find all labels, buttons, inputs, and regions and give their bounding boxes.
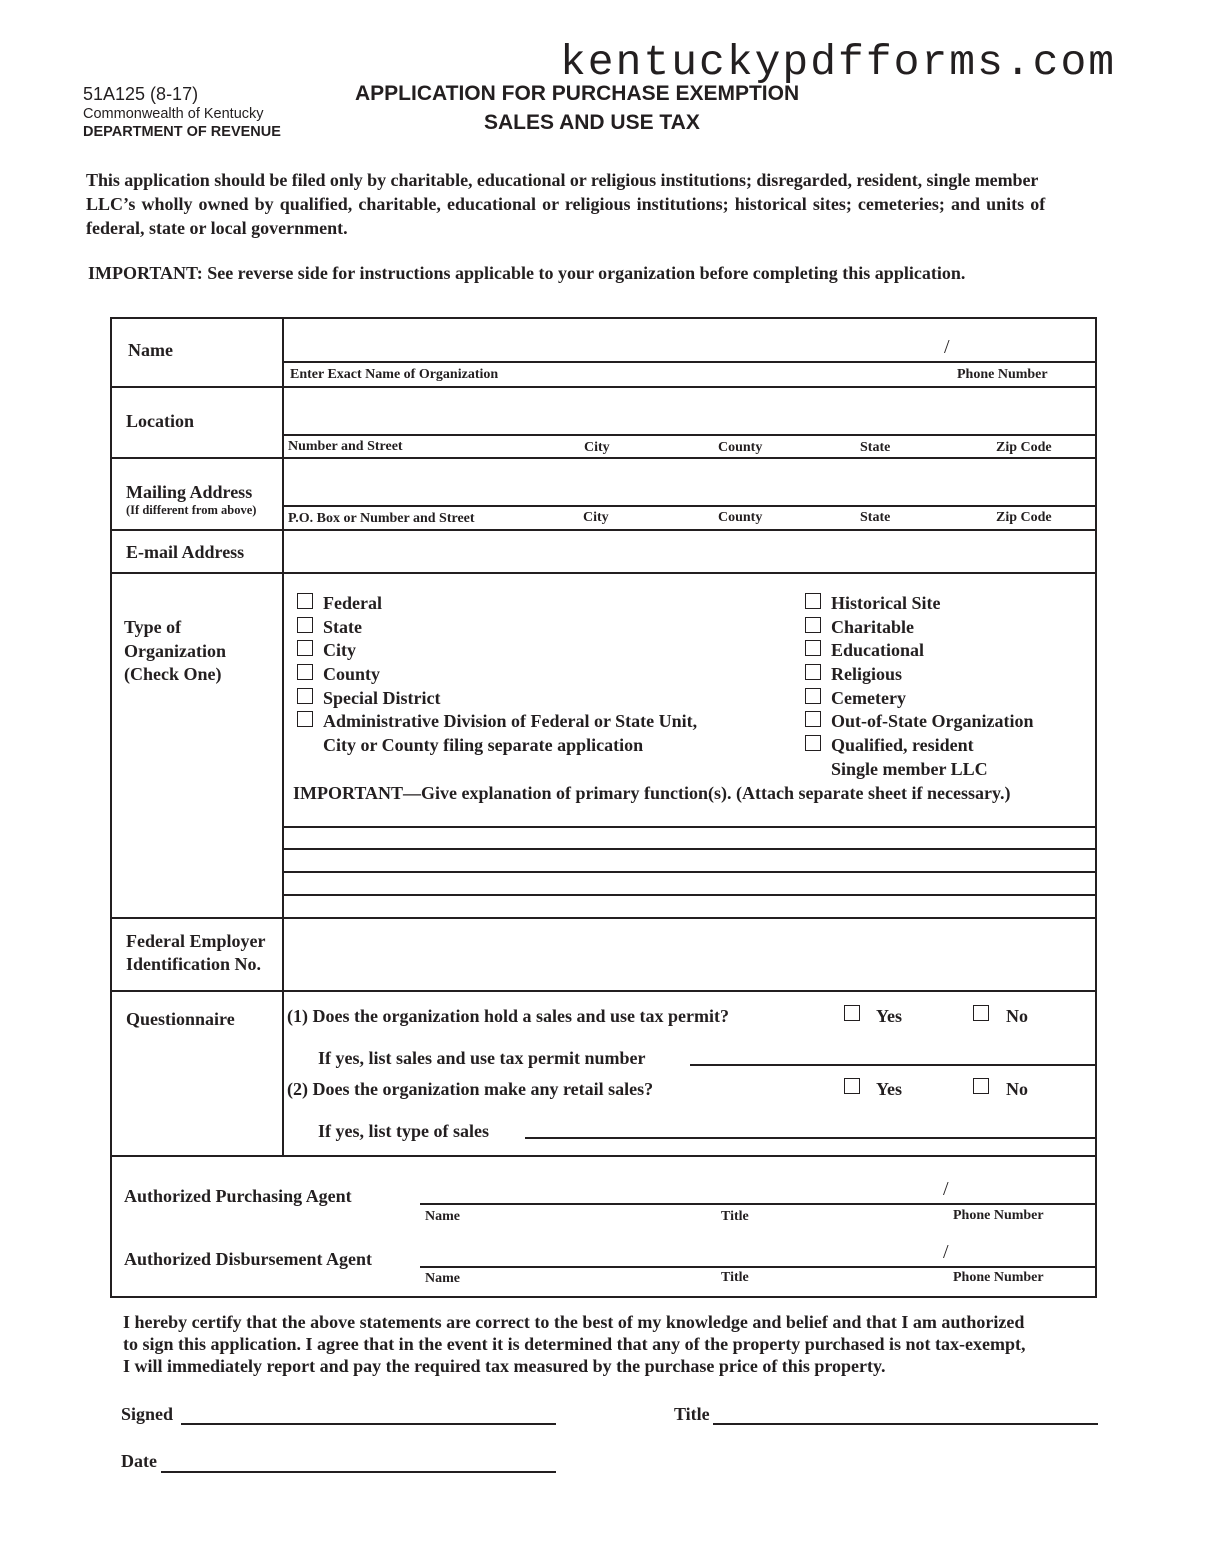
mailing-address-label: Mailing Address <box>126 482 253 502</box>
disbursement-agent-phone-caption: Phone Number <box>953 1270 1044 1285</box>
mailing-address-field[interactable] <box>286 461 1092 503</box>
department-label: DEPARTMENT OF REVENUE <box>83 124 281 140</box>
form-number: 51A125 (8-17) <box>83 84 199 104</box>
date-field[interactable] <box>161 1447 556 1469</box>
q2-yes-checkbox[interactable] <box>844 1078 860 1094</box>
certification-line-3: I will immediately report and pay the required tax measured by the purchase price of this property. <box>123 1356 886 1376</box>
purchasing-agent-phone-caption: Phone Number <box>953 1208 1044 1223</box>
signer-title-field[interactable] <box>713 1400 1098 1422</box>
intro-line-2: LLC’s wholly owned by qualified, charitable, educational or religious institutions; historical sites; cemeteries; and units of <box>86 194 1046 214</box>
historical-site-checkbox[interactable] <box>805 593 821 609</box>
federal-option-label: Federal <box>323 593 382 613</box>
organization-name-caption: Enter Exact Name of Organization <box>290 367 499 382</box>
tax-permit-number-field[interactable] <box>690 1044 1094 1064</box>
location-state-caption: State <box>860 440 891 455</box>
mailing-street-caption: P.O. Box or Number and Street <box>288 511 475 526</box>
certification-line-2: to sign this application. I agree that in the event it is determined that any of the property purchased is not tax-exempt, <box>123 1334 1026 1354</box>
qualified-llc-continuation: Single member LLC <box>831 759 988 779</box>
mailing-city-caption: City <box>583 510 609 525</box>
type-of-sales-field[interactable] <box>525 1117 1094 1137</box>
commonwealth-label: Commonwealth of Kentucky <box>83 106 264 122</box>
name-label: Name <box>128 340 173 360</box>
county-checkbox[interactable] <box>297 664 313 680</box>
state-checkbox[interactable] <box>297 617 313 633</box>
fein-field[interactable] <box>286 921 1092 987</box>
location-city-caption: City <box>584 440 610 455</box>
religious-option-label: Religious <box>831 664 903 684</box>
educational-checkbox[interactable] <box>805 640 821 656</box>
disbursement-agent-title-caption: Title <box>721 1270 749 1285</box>
important-note: IMPORTANT: See reverse side for instructions applicable to your organization before completing this application. <box>88 263 966 283</box>
explanation-line-1[interactable] <box>286 829 1092 847</box>
q1-no-label: No <box>1006 1006 1028 1026</box>
mailing-zip-caption: Zip Code <box>996 510 1052 525</box>
explanation-line-4[interactable] <box>286 897 1092 915</box>
out-of-state-option-label: Out-of-State Organization <box>831 711 1034 731</box>
charitable-option-label: Charitable <box>831 617 914 637</box>
form-title-line2: SALES AND USE TAX <box>484 111 700 134</box>
qualified-llc-option-label: Qualified, resident <box>831 735 974 755</box>
question-1-followup: If yes, list sales and use tax permit number <box>318 1048 646 1068</box>
q1-yes-checkbox[interactable] <box>844 1005 860 1021</box>
question-2-followup: If yes, list type of sales <box>318 1121 489 1141</box>
historical-site-option-label: Historical Site <box>831 593 941 613</box>
q2-yes-label: Yes <box>876 1079 902 1099</box>
location-street-caption: Number and Street <box>288 439 403 454</box>
administrative-division-continuation: City or County filing separate application <box>323 735 644 755</box>
state-option-label: State <box>323 617 362 637</box>
organization-name-field[interactable] <box>286 320 936 360</box>
location-county-caption: County <box>718 440 763 455</box>
phone-slash: / <box>944 336 950 358</box>
out-of-state-checkbox[interactable] <box>805 711 821 727</box>
org-type-label-line1: Type of <box>124 617 182 637</box>
special-district-option-label: Special District <box>323 688 441 708</box>
purchasing-agent-title-caption: Title <box>721 1209 749 1224</box>
intro-line-1: This application should be filed only by charitable, educational or religious institutions; disregarded, resident, single member <box>86 170 1039 190</box>
purchasing-agent-label: Authorized Purchasing Agent <box>124 1186 352 1206</box>
q2-no-label: No <box>1006 1079 1028 1099</box>
mailing-address-sublabel: (If different from above) <box>126 503 257 517</box>
location-address-field[interactable] <box>286 390 1092 432</box>
purchasing-agent-field[interactable] <box>420 1180 932 1202</box>
disbursement-agent-phone-field[interactable] <box>956 1243 1092 1265</box>
questionnaire-label: Questionnaire <box>126 1009 235 1029</box>
email-address-field[interactable] <box>286 533 1092 571</box>
disbursement-agent-label: Authorized Disbursement Agent <box>124 1249 372 1269</box>
question-1-text: (1) Does the organization hold a sales and use tax permit? <box>287 1006 729 1026</box>
charitable-checkbox[interactable] <box>805 617 821 633</box>
special-district-checkbox[interactable] <box>297 688 313 704</box>
administrative-division-option-label: Administrative Division of Federal or State Unit, <box>323 711 698 731</box>
qualified-llc-checkbox[interactable] <box>805 735 821 751</box>
watermark-text: kentuckypdfforms.com <box>560 38 1117 87</box>
phone-number-caption: Phone Number <box>957 367 1048 382</box>
explanation-line-3[interactable] <box>286 874 1092 892</box>
city-option-label: City <box>323 640 356 660</box>
primary-function-instruction: IMPORTANT—Give explanation of primary function(s). (Attach separate sheet if necessary.) <box>293 783 1011 803</box>
title-label: Title <box>674 1404 710 1424</box>
federal-checkbox[interactable] <box>297 593 313 609</box>
purchasing-agent-name-caption: Name <box>425 1209 460 1224</box>
date-label: Date <box>121 1451 157 1471</box>
mailing-county-caption: County <box>718 510 763 525</box>
disbursement-agent-field[interactable] <box>420 1243 932 1265</box>
disbursement-agent-name-caption: Name <box>425 1271 460 1286</box>
mailing-state-caption: State <box>860 510 891 525</box>
educational-option-label: Educational <box>831 640 925 660</box>
q2-no-checkbox[interactable] <box>973 1078 989 1094</box>
form-title-line1: APPLICATION FOR PURCHASE EXEMPTION <box>355 82 800 105</box>
q1-yes-label: Yes <box>876 1006 902 1026</box>
religious-checkbox[interactable] <box>805 664 821 680</box>
organization-phone-field[interactable] <box>956 320 1092 360</box>
cemetery-checkbox[interactable] <box>805 688 821 704</box>
certification-line-1: I hereby certify that the above statements are correct to the best of my knowledge and belief and that I am authorized <box>123 1312 1025 1332</box>
explanation-line-2[interactable] <box>286 851 1092 869</box>
question-2-text: (2) Does the organization make any retail sales? <box>287 1079 654 1099</box>
county-option-label: County <box>323 664 381 684</box>
location-zip-caption: Zip Code <box>996 440 1052 455</box>
fein-label-line1: Federal Employer <box>126 931 266 951</box>
intro-line-3: federal, state or local government. <box>86 218 348 238</box>
signature-field[interactable] <box>181 1400 556 1422</box>
purchasing-agent-phone-field[interactable] <box>956 1180 1092 1202</box>
fein-label-line2: Identification No. <box>126 954 261 974</box>
org-type-label-line3: (Check One) <box>124 664 222 684</box>
administrative-division-checkbox[interactable] <box>297 711 313 727</box>
email-address-label: E-mail Address <box>126 542 245 562</box>
q1-no-checkbox[interactable] <box>973 1005 989 1021</box>
disbursement-agent-slash: / <box>943 1241 949 1263</box>
org-type-label-line2: Organization <box>124 641 226 661</box>
signed-label: Signed <box>121 1404 174 1424</box>
city-checkbox[interactable] <box>297 640 313 656</box>
purchasing-agent-slash: / <box>943 1178 949 1200</box>
location-label: Location <box>126 411 195 431</box>
cemetery-option-label: Cemetery <box>831 688 906 708</box>
